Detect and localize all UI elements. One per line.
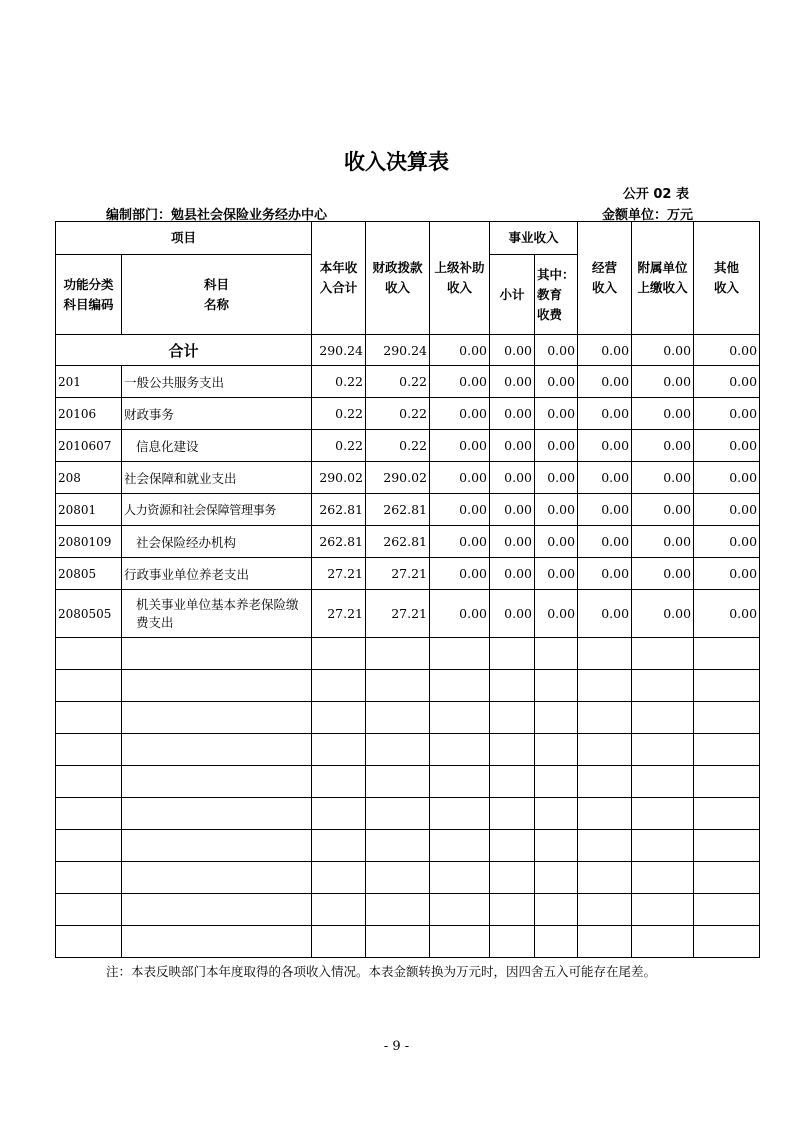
cell-fiscal: 27.21 bbox=[366, 558, 430, 590]
cell-name: 行政事业单位养老支出 bbox=[122, 558, 312, 590]
cell-other: 0.00 bbox=[694, 494, 760, 526]
header-subtotal: 小计 bbox=[490, 255, 535, 335]
empty-cell bbox=[535, 766, 578, 798]
empty-cell bbox=[535, 798, 578, 830]
cell-fiscal: 0.22 bbox=[366, 430, 430, 462]
empty-cell bbox=[694, 702, 760, 734]
empty-cell bbox=[430, 926, 490, 958]
cell-total: 262.81 bbox=[312, 494, 366, 526]
empty-cell bbox=[312, 702, 366, 734]
empty-cell bbox=[430, 638, 490, 670]
empty-cell bbox=[490, 638, 535, 670]
cell-total: 27.21 bbox=[312, 558, 366, 590]
empty-cell bbox=[366, 766, 430, 798]
empty-cell bbox=[312, 670, 366, 702]
department-label: 编制部门：勉县社会保险业务经办中心 bbox=[106, 208, 328, 223]
cell-code: 2010607 bbox=[56, 430, 122, 462]
empty-cell bbox=[578, 702, 632, 734]
empty-cell bbox=[694, 798, 760, 830]
cell-fiscal: 262.81 bbox=[366, 494, 430, 526]
cell-upper: 0.00 bbox=[430, 590, 490, 638]
cell-operating: 0.00 bbox=[578, 366, 632, 398]
cell-upper: 0.00 bbox=[430, 526, 490, 558]
cell-total: 290.02 bbox=[312, 462, 366, 494]
cell-other: 0.00 bbox=[694, 526, 760, 558]
empty-cell bbox=[694, 670, 760, 702]
cell-subtotal: 0.00 bbox=[490, 398, 535, 430]
cell-total: 290.24 bbox=[312, 335, 366, 366]
empty-row bbox=[56, 862, 760, 894]
empty-cell bbox=[490, 862, 535, 894]
cell-subtotal: 0.00 bbox=[490, 462, 535, 494]
cell-fiscal: 290.02 bbox=[366, 462, 430, 494]
empty-cell bbox=[366, 830, 430, 862]
empty-cell bbox=[694, 734, 760, 766]
empty-cell bbox=[578, 766, 632, 798]
empty-cell bbox=[122, 702, 312, 734]
cell-fiscal: 262.81 bbox=[366, 526, 430, 558]
empty-cell bbox=[535, 862, 578, 894]
header-total: 本年收 入合计 bbox=[312, 222, 366, 335]
empty-cell bbox=[366, 798, 430, 830]
cell-edu: 0.00 bbox=[535, 526, 578, 558]
header-edu: 其中： 教育 收费 bbox=[535, 255, 578, 335]
cell-upper: 0.00 bbox=[430, 430, 490, 462]
cell-subtotal: 0.00 bbox=[490, 366, 535, 398]
header-affiliated: 附属单位 上缴收入 bbox=[632, 222, 694, 335]
table-row bbox=[56, 462, 760, 494]
empty-cell bbox=[694, 894, 760, 926]
empty-row bbox=[56, 830, 760, 862]
table-row bbox=[56, 430, 760, 462]
cell-code: 201 bbox=[56, 366, 122, 398]
empty-cell bbox=[578, 638, 632, 670]
empty-cell bbox=[694, 638, 760, 670]
empty-cell bbox=[122, 862, 312, 894]
empty-cell bbox=[490, 766, 535, 798]
cell-name: 社会保障和就业支出 bbox=[122, 462, 312, 494]
cell-name: 信息化建设 bbox=[122, 430, 312, 462]
empty-cell bbox=[312, 894, 366, 926]
empty-cell bbox=[578, 830, 632, 862]
empty-cell bbox=[490, 670, 535, 702]
form-number: 公开 02 表 bbox=[622, 187, 689, 202]
total-row bbox=[56, 335, 760, 366]
cell-total: 0.22 bbox=[312, 398, 366, 430]
cell-other: 0.00 bbox=[694, 398, 760, 430]
header-upper: 上级补助 收入 bbox=[430, 222, 490, 335]
empty-row bbox=[56, 734, 760, 766]
empty-cell bbox=[578, 670, 632, 702]
empty-row bbox=[56, 638, 760, 670]
empty-row bbox=[56, 670, 760, 702]
empty-cell bbox=[430, 894, 490, 926]
empty-cell bbox=[490, 702, 535, 734]
table-row bbox=[56, 526, 760, 558]
empty-rows bbox=[56, 638, 760, 958]
cell-operating: 0.00 bbox=[578, 335, 632, 366]
page-title: 收入决算表 bbox=[344, 150, 449, 174]
cell-edu: 0.00 bbox=[535, 590, 578, 638]
empty-cell bbox=[430, 798, 490, 830]
cell-code: 2080505 bbox=[56, 590, 122, 638]
empty-cell bbox=[312, 734, 366, 766]
empty-cell bbox=[312, 830, 366, 862]
cell-other: 0.00 bbox=[694, 366, 760, 398]
empty-cell bbox=[312, 766, 366, 798]
empty-cell bbox=[535, 894, 578, 926]
header-business: 事业收入 bbox=[490, 222, 578, 255]
cell-affiliated: 0.00 bbox=[632, 526, 694, 558]
empty-row bbox=[56, 798, 760, 830]
cell-code: 20106 bbox=[56, 398, 122, 430]
empty-cell bbox=[56, 926, 122, 958]
empty-cell bbox=[430, 862, 490, 894]
table-row bbox=[56, 366, 760, 398]
cell-affiliated: 0.00 bbox=[632, 398, 694, 430]
table-note: 注：本表反映部门本年度取得的各项收入情况。本表金额转换为万元时，因四舍五入可能存在尾差。 bbox=[106, 964, 657, 979]
header-name: 科目 名称 bbox=[122, 255, 312, 335]
cell-upper: 0.00 bbox=[430, 335, 490, 366]
table-row bbox=[56, 494, 760, 526]
empty-cell bbox=[122, 638, 312, 670]
cell-name: 财政事务 bbox=[122, 398, 312, 430]
empty-cell bbox=[122, 926, 312, 958]
empty-cell bbox=[490, 798, 535, 830]
empty-cell bbox=[490, 734, 535, 766]
header-operating: 经营 收入 bbox=[578, 222, 632, 335]
empty-cell bbox=[312, 926, 366, 958]
empty-cell bbox=[312, 798, 366, 830]
income-table bbox=[55, 221, 760, 958]
cell-code: 20801 bbox=[56, 494, 122, 526]
header-fiscal: 财政拨款 收入 bbox=[366, 222, 430, 335]
cell-code: 2080109 bbox=[56, 526, 122, 558]
empty-cell bbox=[430, 702, 490, 734]
empty-cell bbox=[366, 734, 430, 766]
empty-cell bbox=[430, 734, 490, 766]
cell-subtotal: 0.00 bbox=[490, 335, 535, 366]
empty-cell bbox=[430, 830, 490, 862]
cell-edu: 0.00 bbox=[535, 430, 578, 462]
empty-cell bbox=[694, 830, 760, 862]
cell-name: 社会保险经办机构 bbox=[122, 526, 312, 558]
empty-cell bbox=[56, 702, 122, 734]
cell-fiscal: 0.22 bbox=[366, 366, 430, 398]
empty-cell bbox=[56, 766, 122, 798]
cell-fiscal: 0.22 bbox=[366, 398, 430, 430]
table-row bbox=[56, 398, 760, 430]
cell-other: 0.00 bbox=[694, 462, 760, 494]
empty-cell bbox=[312, 638, 366, 670]
empty-cell bbox=[578, 862, 632, 894]
cell-edu: 0.00 bbox=[535, 558, 578, 590]
empty-cell bbox=[632, 862, 694, 894]
empty-cell bbox=[122, 670, 312, 702]
empty-cell bbox=[56, 670, 122, 702]
cell-operating: 0.00 bbox=[578, 494, 632, 526]
cell-edu: 0.00 bbox=[535, 462, 578, 494]
empty-cell bbox=[490, 926, 535, 958]
cell-affiliated: 0.00 bbox=[632, 590, 694, 638]
cell-operating: 0.00 bbox=[578, 558, 632, 590]
empty-row bbox=[56, 894, 760, 926]
empty-cell bbox=[312, 862, 366, 894]
empty-cell bbox=[632, 638, 694, 670]
empty-cell bbox=[366, 862, 430, 894]
empty-cell bbox=[632, 830, 694, 862]
cell-total: 27.21 bbox=[312, 590, 366, 638]
cell-other: 0.00 bbox=[694, 430, 760, 462]
cell-subtotal: 0.00 bbox=[490, 526, 535, 558]
cell-subtotal: 0.00 bbox=[490, 430, 535, 462]
empty-cell bbox=[632, 734, 694, 766]
empty-cell bbox=[632, 670, 694, 702]
cell-affiliated: 0.00 bbox=[632, 462, 694, 494]
cell-total: 262.81 bbox=[312, 526, 366, 558]
cell-edu: 0.00 bbox=[535, 494, 578, 526]
cell-total: 0.22 bbox=[312, 366, 366, 398]
empty-cell bbox=[366, 926, 430, 958]
empty-cell bbox=[535, 926, 578, 958]
empty-cell bbox=[490, 894, 535, 926]
empty-cell bbox=[535, 734, 578, 766]
empty-cell bbox=[535, 638, 578, 670]
empty-cell bbox=[56, 798, 122, 830]
empty-cell bbox=[578, 894, 632, 926]
empty-cell bbox=[56, 734, 122, 766]
empty-cell bbox=[122, 766, 312, 798]
total-label: 合计 bbox=[56, 335, 312, 366]
cell-upper: 0.00 bbox=[430, 462, 490, 494]
empty-cell bbox=[122, 734, 312, 766]
empty-cell bbox=[535, 830, 578, 862]
cell-total: 0.22 bbox=[312, 430, 366, 462]
empty-cell bbox=[578, 798, 632, 830]
empty-cell bbox=[366, 670, 430, 702]
cell-subtotal: 0.00 bbox=[490, 494, 535, 526]
empty-cell bbox=[430, 670, 490, 702]
table-row bbox=[56, 558, 760, 590]
cell-affiliated: 0.00 bbox=[632, 558, 694, 590]
empty-cell bbox=[490, 830, 535, 862]
empty-cell bbox=[694, 862, 760, 894]
table-row bbox=[56, 590, 760, 638]
empty-cell bbox=[694, 766, 760, 798]
empty-cell bbox=[56, 830, 122, 862]
empty-cell bbox=[632, 702, 694, 734]
empty-cell bbox=[366, 702, 430, 734]
empty-cell bbox=[578, 926, 632, 958]
cell-edu: 0.00 bbox=[535, 398, 578, 430]
cell-other: 0.00 bbox=[694, 590, 760, 638]
header-project: 项目 bbox=[56, 222, 312, 255]
cell-subtotal: 0.00 bbox=[490, 558, 535, 590]
cell-name: 一般公共服务支出 bbox=[122, 366, 312, 398]
empty-cell bbox=[56, 862, 122, 894]
cell-fiscal: 290.24 bbox=[366, 335, 430, 366]
empty-cell bbox=[56, 638, 122, 670]
empty-cell bbox=[632, 926, 694, 958]
cell-fiscal: 27.21 bbox=[366, 590, 430, 638]
cell-other: 0.00 bbox=[694, 335, 760, 366]
empty-cell bbox=[535, 670, 578, 702]
cell-name: 机关事业单位基本养老保险缴费支出 bbox=[122, 590, 312, 638]
cell-upper: 0.00 bbox=[430, 558, 490, 590]
header-code: 功能分类 科目编码 bbox=[56, 255, 122, 335]
cell-affiliated: 0.00 bbox=[632, 366, 694, 398]
cell-other: 0.00 bbox=[694, 558, 760, 590]
cell-code: 208 bbox=[56, 462, 122, 494]
empty-cell bbox=[56, 894, 122, 926]
empty-cell bbox=[122, 894, 312, 926]
cell-upper: 0.00 bbox=[430, 366, 490, 398]
empty-row bbox=[56, 926, 760, 958]
empty-cell bbox=[430, 766, 490, 798]
header-other: 其他 收入 bbox=[694, 222, 760, 335]
cell-upper: 0.00 bbox=[430, 494, 490, 526]
cell-operating: 0.00 bbox=[578, 398, 632, 430]
empty-cell bbox=[122, 830, 312, 862]
cell-code: 20805 bbox=[56, 558, 122, 590]
cell-affiliated: 0.00 bbox=[632, 335, 694, 366]
cell-edu: 0.00 bbox=[535, 335, 578, 366]
empty-row bbox=[56, 702, 760, 734]
cell-operating: 0.00 bbox=[578, 462, 632, 494]
cell-affiliated: 0.00 bbox=[632, 494, 694, 526]
page-number: - 9 - bbox=[383, 1039, 410, 1054]
empty-cell bbox=[122, 798, 312, 830]
empty-row bbox=[56, 766, 760, 798]
cell-operating: 0.00 bbox=[578, 590, 632, 638]
empty-cell bbox=[694, 926, 760, 958]
empty-cell bbox=[535, 702, 578, 734]
empty-cell bbox=[632, 798, 694, 830]
empty-cell bbox=[366, 894, 430, 926]
amount-unit-label: 金额单位：万元 bbox=[601, 208, 693, 223]
empty-cell bbox=[632, 894, 694, 926]
empty-cell bbox=[366, 638, 430, 670]
cell-edu: 0.00 bbox=[535, 366, 578, 398]
cell-subtotal: 0.00 bbox=[490, 590, 535, 638]
empty-cell bbox=[632, 766, 694, 798]
cell-operating: 0.00 bbox=[578, 430, 632, 462]
cell-operating: 0.00 bbox=[578, 526, 632, 558]
cell-upper: 0.00 bbox=[430, 398, 490, 430]
cell-name: 人力资源和社会保障管理事务 bbox=[122, 494, 312, 526]
empty-cell bbox=[578, 734, 632, 766]
cell-affiliated: 0.00 bbox=[632, 430, 694, 462]
